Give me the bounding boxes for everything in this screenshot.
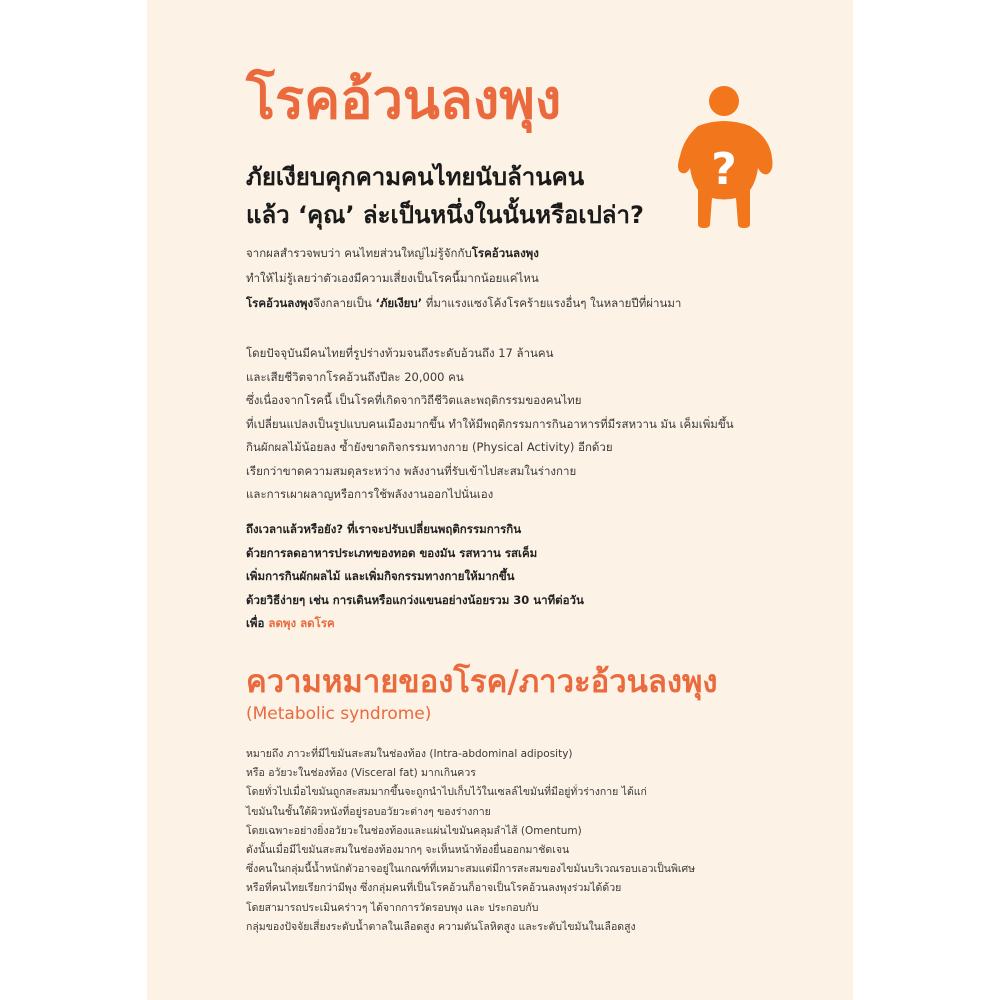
facts-line: และการเผาผลาญหรือการใช้พลังงานออกไปนั่นเอง: [246, 487, 494, 501]
definition-paragraph: [246, 745, 695, 937]
intro-line1-bold: โรคอ้วนลงพุง: [471, 246, 539, 260]
intro-line1-text: จากผลสำรวจพบว่า คนไทยส่วนใหญ่ไม่รู้จักกับ: [246, 246, 472, 260]
facts-paragraph: [246, 342, 734, 507]
cta-line: [246, 612, 584, 636]
intro-line3-suffix: ที่มาแรงแซงโค้งโรคร้ายแรงอื่นๆ ในหลายปีที่ผ่านมา: [422, 296, 682, 310]
intro-line: ทำให้ไม่รู้เลยว่าตัวเองมีความเสี่ยงเป็นโรคนี้มากน้อยแค่ไหน: [246, 271, 539, 285]
facts-line: กินผักผลไม้น้อยลง ซ้ำยังขาดกิจกรรมทางกาย (Physical Activity) อีกด้วย: [246, 440, 613, 454]
cta-highlight: ลดพุง ลดโรค: [268, 616, 335, 630]
definition-line: กลุ่มของปัจจัยเสี่ยงระดับน้ำตาลในเลือดสูง ความดันโลหิตสูง และระดับไขมันในเลือดสูง: [246, 920, 636, 933]
definition-subtitle: (Metabolic syndrome): [246, 704, 432, 724]
cta-line: ด้วยวิธีง่ายๆ เช่น การเดินหรือแกว่งแขนอย่างน้อยรวม 30 นาทีต่อวัน: [246, 592, 584, 607]
intro-line3-bold2: ‘ภัยเงียบ’: [375, 296, 423, 310]
overweight-person-question-icon: [678, 84, 774, 230]
page-title: โรคอ้วนลงพุง: [246, 68, 562, 131]
subtitle-line: ภัยเงียบคุกคามคนไทยนับล้านคน: [246, 163, 585, 191]
cta-line: ถึงเวลาแล้วหรือยัง? ที่เราจะปรับเปลี่ยนพฤติกรรมการกิน: [246, 522, 522, 536]
facts-line: และเสียชีวิตจากโรคอ้วนถึงปีละ 20,000 คน: [246, 369, 464, 384]
intro-line: [246, 291, 681, 316]
definition-line: ดังนั้นเมื่อมีไขมันสะสมในช่องท้องมากๆ จะเห็นหน้าท้องยื่นออกมาชัดเจน: [246, 844, 570, 857]
definition-line: โดยทั่วไปเมื่อไขมันถูกสะสมมากขึ้นจะถูกนำไปเก็บไว้ในเซลล์ไขมันที่มีอยู่ทั่วร่างกาย ได้แก่: [246, 786, 647, 799]
cta-line: ด้วยการลดอาหารประเภทของทอด ของมัน รสหวาน รสเค็ม: [246, 545, 538, 560]
definition-line: ไขมันในชั้นใต้ผิวหนังที่อยู่รอบอวัยวะต่างๆ ของร่างกาย: [246, 805, 491, 818]
call-to-action-paragraph: [246, 518, 584, 636]
subtitle-line: แล้ว ‘คุณ’ ล่ะเป็นหนึ่งในนั้นหรือเปล่า?: [246, 201, 644, 229]
definition-title: ความหมายของโรค/ภาวะอ้วนลงพุง: [246, 664, 718, 700]
question-mark-icon: ?: [711, 144, 737, 195]
definition-line: หรือที่คนไทยเรียกว่ามีพุง ซึ่งกลุ่มคนที่เป็นโรคอ้วนก็อาจเป็นโรคอ้วนลงพุงร่วมได้ด้วย: [246, 882, 622, 895]
intro-paragraph: [246, 241, 681, 316]
facts-line: เรียกว่าขาดความสมดุลระหว่าง พลังงานที่รับเข้าไปสะสมในร่างกาย: [246, 463, 577, 478]
intro-line3-mid: จึงกลายเป็น: [313, 296, 376, 310]
facts-line: โดยปัจจุบันมีคนไทยที่รูปร่างท้วมจนถึงระดับอ้วนถึง 17 ล้านคน: [246, 346, 554, 360]
definition-line: โดยเฉพาะอย่างยิ่งอวัยวะในช่องท้องและแผ่นไขมันคลุมลำไส้ (Omentum): [246, 824, 582, 837]
definition-line: โดยสามารถประเมินคร่าวๆ ได้จากการวัดรอบพุง และ ประกอบกับ: [246, 901, 539, 914]
facts-line: ซึ่งเนื่องจากโรคนี้ เป็นโรคที่เกิดจากวิถีชีวิตและพฤติกรรมของคนไทย: [246, 393, 582, 407]
definition-line: หรือ อวัยวะในช่องท้อง (Visceral fat) มากเกินควร: [246, 767, 476, 780]
cta-last-prefix: เพื่อ: [246, 616, 269, 630]
intro-line3-bold: โรคอ้วนลงพุง: [246, 296, 314, 310]
definition-line: หมายถึง ภาวะที่มีไขมันสะสมในช่องท้อง (Intra-abdominal adiposity): [246, 748, 573, 760]
facts-line: ที่เปลี่ยนแปลงเป็นรูปแบบคนเมืองมากขึ้น ทำให้มีพฤติกรรมการกินอาหารที่มีรสหวาน มัน เค็มเพิ่มขึ้น: [246, 416, 734, 431]
definition-line: ซึ่งคนในกลุ่มนี้น้ำหนักตัวอาจอยู่ในเกณฑ์ที่เหมาะสมแต่มีการสะสมของไขมันบริเวณรอบเอวเป็นพิเศษ: [246, 863, 696, 876]
cta-line: เพิ่มการกินผักผลไม้ และเพิ่มกิจกรรมทางกายให้มากขึ้น: [246, 569, 515, 583]
intro-line: [246, 241, 681, 266]
page-subtitle: [246, 158, 644, 234]
